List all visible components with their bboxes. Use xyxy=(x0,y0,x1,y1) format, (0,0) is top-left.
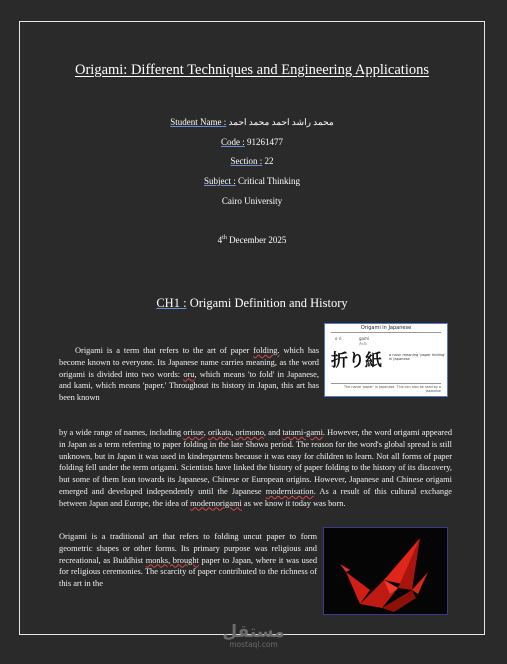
text-run: as we know it today was born. xyxy=(241,498,346,508)
figure-meaning: a noun meaning 'paper folding' in Japanese xyxy=(389,353,446,362)
document-title: Origami: Different Techniques and Engineering Applications xyxy=(74,62,429,78)
section-value: 22 xyxy=(264,156,274,166)
crane-icon xyxy=(324,528,447,614)
text-run: oru xyxy=(183,369,195,379)
document-page xyxy=(19,21,485,635)
watermark-logo: مستقل xyxy=(222,622,285,642)
text-run: which has become known to everyone. Its Japanese name carries meaning, as the word origami is divided into two words: xyxy=(59,346,319,379)
text-run: orikata xyxy=(207,428,232,437)
document-date xyxy=(20,235,484,245)
student-name-line xyxy=(20,117,484,128)
text-run: tatami-gami xyxy=(282,428,323,437)
student-name-label: Student Name : xyxy=(170,117,227,127)
date-day: 4 xyxy=(217,235,223,245)
text-run: paper to Japan, where it was used for religious ceremonies. The scarcity of paper contributed to the richness of this art in the xyxy=(59,555,318,588)
watermark-url: mostaql.com xyxy=(229,640,278,649)
university: Cairo University xyxy=(221,196,283,206)
text-run: folding. xyxy=(253,346,280,355)
date-suffix: th xyxy=(222,235,227,241)
text-run: modernisation xyxy=(265,486,314,496)
paragraph-1-bottom xyxy=(59,427,452,509)
chapter-title: Origami Definition and History xyxy=(189,296,348,310)
date-rest: December 2025 xyxy=(229,235,287,245)
origami-japanese-figure xyxy=(324,323,448,397)
text-run: , xyxy=(231,428,236,437)
chapter-label: CH1 : xyxy=(156,296,187,310)
reading-1: o ri xyxy=(335,336,342,341)
text-run: by a wide range of names, including xyxy=(59,428,184,437)
code-label: Code : xyxy=(221,137,245,147)
section-line xyxy=(20,156,484,166)
text-run: Origami is a traditional art that refers to folding uncut paper to form geometric shapes or other forms. Its primary purpose was religious and recreational, as Buddhist xyxy=(59,532,317,565)
paper-crane-image xyxy=(323,527,448,615)
reading-2: gami xyxy=(359,336,369,341)
text-run: orisue xyxy=(183,428,204,437)
text-run: , xyxy=(203,428,208,437)
subject-value: Critical Thinking xyxy=(237,176,301,186)
paragraph-1-top xyxy=(59,345,319,404)
paragraph-2 xyxy=(59,531,317,590)
mostaql-watermark xyxy=(0,622,507,649)
text-run: Origami is a term that refers to the art of paper xyxy=(75,346,254,355)
subject-label: Subject : xyxy=(203,176,236,186)
text-run: , and xyxy=(263,428,283,437)
text-run: , which means 'to fold' in Japanese, and kami, which means 'paper.' Throughout its history in Japan, this art has been known xyxy=(59,369,319,402)
code-line xyxy=(20,137,484,147)
kanji-origami: 折り紙 xyxy=(331,351,382,371)
code-value: 91261477 xyxy=(247,137,283,147)
text-run: monks, brought xyxy=(145,555,199,565)
reading-3: かみ xyxy=(359,341,367,346)
section-label: Section : xyxy=(230,156,263,166)
figure-divider xyxy=(331,332,441,333)
subject-line xyxy=(20,176,484,186)
student-name-value: محمد راشد احمد محمد احمد xyxy=(228,117,334,127)
chapter-heading xyxy=(20,296,484,311)
text-run: . As a result of this cultural exchange between Japan and Europe, the idea of xyxy=(59,486,452,508)
figure-caption: The name 'paper' in Japanese. This can also be read by a Japanese xyxy=(331,383,441,393)
text-run: . However, the word origami appeared in Japan as a term referring to paper folding in the late Showa period. The reason for the word's global spread is still unknown, but in Japan it was used in kindergartens because it was easy for children to learn. Not all forms of paper folding fell under the term origami. Scientists have linked the history of paper folding to the history of its discovery, but some of them lean towards its Japanese, Chinese or European origins. However, Japanese and Chinese origami emerged and developed independently until the Japanese xyxy=(59,428,453,496)
text-run: orimono xyxy=(235,428,264,437)
text-run: modernorigami xyxy=(190,498,242,508)
figure-heading: Origami in Japanese xyxy=(360,325,412,331)
